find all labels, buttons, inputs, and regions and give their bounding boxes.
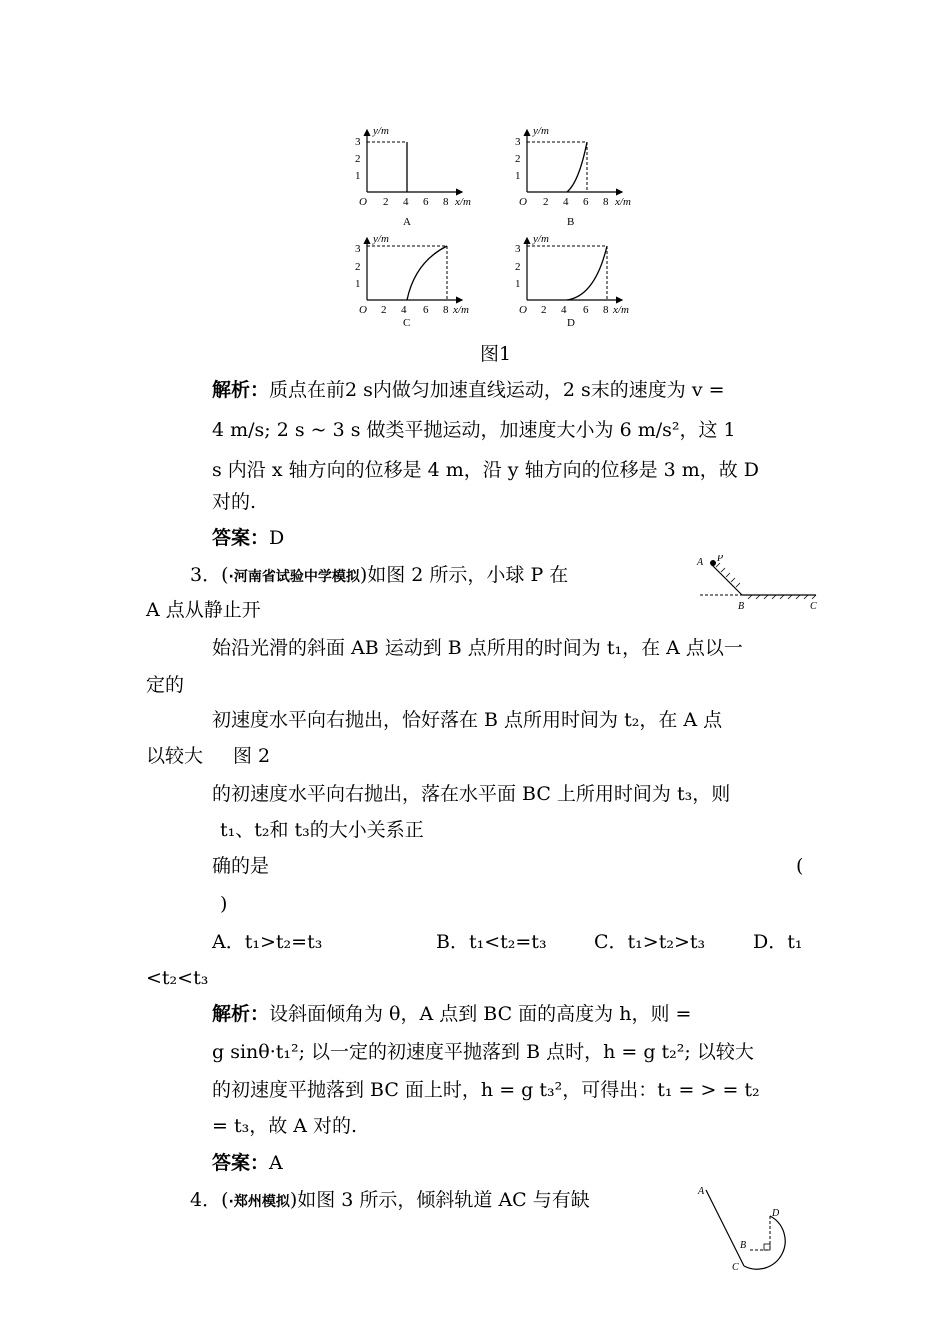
svg-text:y/m: y/m — [533, 233, 549, 245]
svg-text:6: 6 — [423, 196, 429, 208]
svg-text:C: C — [732, 1262, 739, 1273]
analysis-1-line-4: 对的. — [212, 491, 257, 513]
analysis-1-line-3: s 内沿 x 轴方向的位移是 4 m，沿 y 轴方向的位移是 3 m，故 D — [212, 459, 760, 481]
svg-text:3: 3 — [515, 243, 521, 255]
option-c[interactable]: C．t₁>t₂>t₃ — [594, 931, 706, 953]
q3-line-8: t₁、t₂和 t₃的大小关系正 — [220, 819, 424, 841]
figure-3 — [690, 1180, 820, 1290]
svg-text:1: 1 — [355, 278, 361, 290]
option-d[interactable]: D．t₁ — [753, 931, 803, 953]
svg-text:8: 8 — [443, 304, 449, 316]
answer-1: 答案：D — [212, 527, 285, 549]
svg-text:1: 1 — [355, 170, 361, 182]
option-d-cont: <t₂<t₃ — [146, 967, 209, 989]
q3-line-4: 定的 — [146, 674, 185, 696]
svg-text:6: 6 — [583, 304, 589, 316]
ball-p — [710, 560, 716, 566]
svg-text:3: 3 — [355, 136, 361, 148]
graph-a-label: A — [403, 216, 411, 228]
svg-text:x/m: x/m — [615, 196, 631, 208]
svg-text:3: 3 — [355, 243, 361, 255]
analysis-2-line-3: 的初速度平抛落到 BC 面上时，h = g t₃²，可得出：t₁ = > = t₂ — [212, 1079, 760, 1101]
svg-text:B: B — [740, 1240, 747, 1251]
svg-text:y/m: y/m — [373, 233, 389, 245]
graph-c — [355, 233, 469, 329]
q3-line-5: 初速度水平向右抛出，恰好落在 B 点所用时间为 t₂，在 A 点 — [212, 709, 723, 731]
q3-line-2: A 点从静止开 — [146, 599, 261, 621]
graph-c-curve — [407, 246, 447, 300]
graph-b-label: B — [567, 216, 575, 228]
svg-text:y/m: y/m — [533, 125, 549, 137]
graph-d-curve — [567, 246, 607, 300]
svg-text:2: 2 — [543, 196, 549, 208]
svg-text:A: A — [697, 557, 704, 568]
svg-text:O: O — [519, 196, 527, 208]
svg-text:B: B — [738, 601, 745, 612]
svg-text:2: 2 — [355, 261, 361, 273]
analysis-2-line-4: = t₃，故 A 对的. — [212, 1115, 358, 1137]
analysis-1-line-1: 解析：质点在前2 s内做匀加速直线运动，2 s末的速度为 v = — [212, 379, 725, 401]
answer-paren-open: ( — [796, 855, 804, 877]
svg-text:O: O — [359, 304, 367, 316]
q3-line-6: 以较大 图 2 — [146, 745, 271, 767]
graph-b-curve — [567, 142, 587, 192]
analysis-2-line-1: 解析：设斜面倾角为 θ，A 点到 BC 面的高度为 h，则 = — [212, 1003, 692, 1025]
figure-2-caption: 图 2 — [233, 745, 271, 767]
svg-text:4: 4 — [561, 304, 567, 316]
graph-b — [515, 125, 631, 228]
svg-text:8: 8 — [603, 196, 609, 208]
answer-2: 答案：A — [212, 1152, 283, 1174]
svg-text:2: 2 — [541, 304, 547, 316]
option-a[interactable]: A．t₁>t₂=t₃ — [212, 931, 323, 953]
svg-text:2: 2 — [383, 196, 389, 208]
svg-text:6: 6 — [583, 196, 589, 208]
svg-text:4: 4 — [401, 304, 407, 316]
svg-text:4: 4 — [563, 196, 569, 208]
graph-d-label: D — [567, 317, 575, 329]
svg-text:x/m: x/m — [455, 196, 471, 208]
analysis-1-line-2: 4 m/s; 2 s ~ 3 s 做类平抛运动，加速度大小为 6 m/s²，这 1 — [212, 419, 736, 441]
svg-text:O: O — [359, 196, 367, 208]
graph-d — [515, 233, 629, 329]
svg-text:8: 8 — [443, 196, 449, 208]
svg-text:y/m: y/m — [373, 125, 389, 137]
q3-line-7: 的初速度水平向右抛出，落在水平面 BC 上所用时间为 t₃，则 — [212, 783, 731, 805]
svg-text:x/m: x/m — [453, 304, 469, 316]
svg-text:2: 2 — [355, 153, 361, 165]
answer-paren-close: ) — [220, 893, 228, 915]
svg-text:1: 1 — [515, 278, 521, 290]
svg-text:O: O — [519, 304, 527, 316]
figure-1 — [0, 0, 950, 340]
svg-text:4: 4 — [403, 196, 409, 208]
figure-2 — [694, 555, 834, 615]
svg-text:2: 2 — [381, 304, 387, 316]
svg-text:P: P — [717, 555, 724, 564]
svg-text:8: 8 — [603, 304, 609, 316]
analysis-2-line-2: g sinθ·t₁²; 以一定的初速度平抛落到 B 点时，h = g t₂²; 以较大 — [212, 1041, 754, 1063]
svg-text:A: A — [698, 1186, 705, 1197]
q4-line-1: 4．(·郑州模拟)如图 3 所示，倾斜轨道 AC 与有缺 — [190, 1189, 590, 1211]
figure-1-caption: 图1 — [480, 343, 512, 365]
svg-text:3: 3 — [515, 136, 521, 148]
svg-text:1: 1 — [515, 170, 521, 182]
graph-a — [355, 125, 471, 228]
q3-line-9: 确的是 — [212, 855, 270, 877]
svg-text:x/m: x/m — [613, 304, 629, 316]
svg-text:C: C — [810, 601, 817, 612]
svg-text:D: D — [772, 1208, 780, 1219]
option-b[interactable]: B．t₁<t₂=t₃ — [436, 931, 547, 953]
q3-line-3: 始沿光滑的斜面 AB 运动到 B 点所用的时间为 t₁，在 A 点以一 — [212, 637, 743, 659]
q3-line-1: 3．(·河南省试验中学模拟)如图 2 所示，小球 P 在 — [190, 564, 569, 586]
svg-text:2: 2 — [515, 261, 521, 273]
graph-c-label: C — [403, 317, 411, 329]
svg-text:6: 6 — [423, 304, 429, 316]
svg-text:2: 2 — [515, 153, 521, 165]
